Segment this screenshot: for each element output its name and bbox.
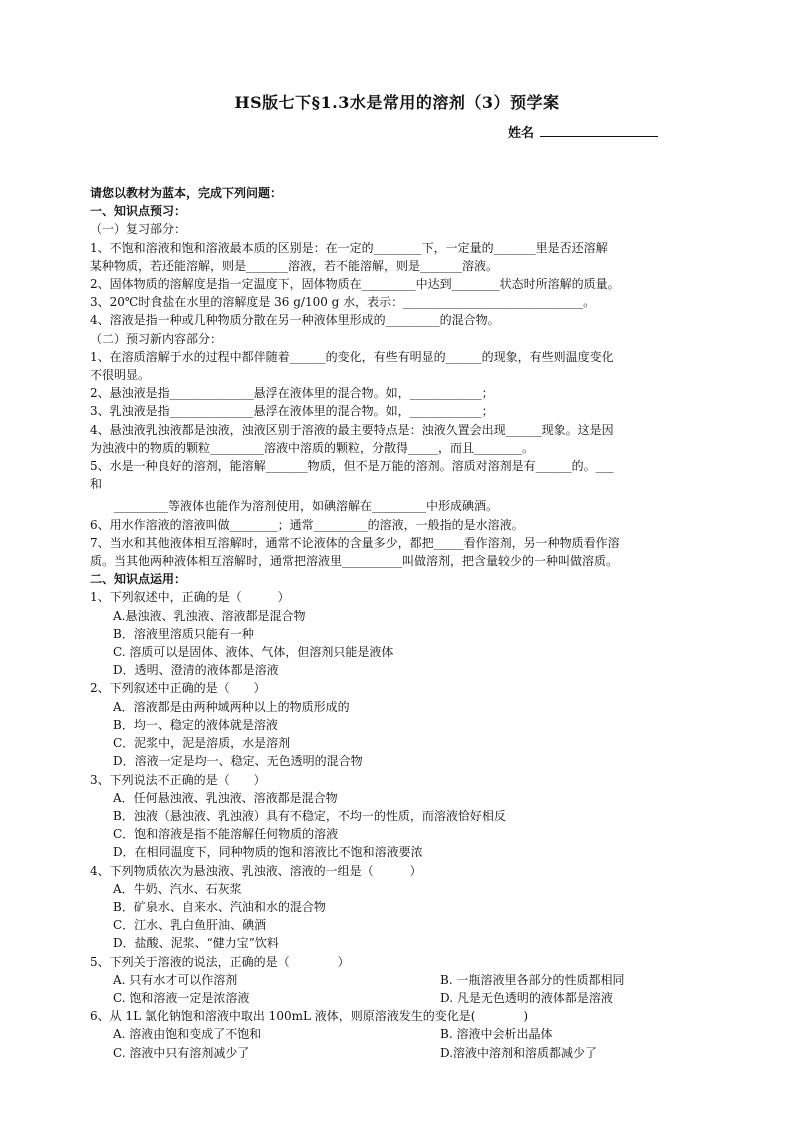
name-label: 姓名 [508, 126, 535, 141]
new-line: 6、用水作溶液的溶液叫做________；通常_________的溶液，一般指的是水溶液。 [90, 517, 524, 532]
question-option: C. 溶质可以是固体、液体、气体，但溶剂只能是液体 [113, 645, 394, 660]
question-option-row [90, 1025, 706, 1043]
question-option: D．溶液一定是均一、稳定、无色透明的混合物 [113, 754, 363, 769]
intro-text: 请您以教材为蓝本，完成下列问题： [90, 186, 283, 200]
question-option: B．均一、稳定的液体就是溶液 [113, 717, 278, 732]
question-option: D.溶液中溶剂和溶质都减少了 [440, 1045, 598, 1060]
question-option: B. 溶液中会析出晶体 [440, 1027, 553, 1042]
name-field [508, 122, 658, 141]
page-title: HS版七下§1.3水是常用的溶剂（3）预学案 [234, 93, 560, 112]
question-option: C．饱和溶液是指不能溶解任何物质的溶液 [113, 827, 339, 842]
worksheet-content [90, 184, 706, 1062]
review-line: 3、20℃时食盐在水里的溶解度是 36 g/100 g 水，表示：______________________________。 [90, 295, 596, 310]
new-line: 和 [90, 477, 103, 492]
new-line: _________等液体也能作为溶剂使用，如碘溶解在_________中形成碘酒。 [90, 499, 499, 514]
question-option: C．泥浆中，泥是溶质，水是溶剂 [113, 736, 291, 751]
question-option: A．溶液都是由两种域两种以上的物质形成的 [113, 699, 350, 714]
new-line: 1、在溶质溶解于水的过程中都伴随着______的变化，有些有明显的______的现象，有些则温度变化 [90, 349, 614, 364]
new-line: 2、悬浊液是指______________悬浮在液体里的混合物。如，____________； [90, 386, 494, 401]
question-option-row [90, 989, 706, 1007]
question-stem: 6、从 1L 氯化钠饱和溶液中取出 100mL 液体，则原溶液发生的变化是( ) [90, 1009, 529, 1024]
new-line: 质。当其他两种液体相互溶解时，通常把溶液里__________叫做溶剂，把含量较少的一种叫做溶质。 [90, 554, 619, 569]
question-option: D．盐酸、泥浆、“健力宝”饮料 [113, 936, 279, 951]
question-option: B．浊液（悬浊液、乳浊液）具有不稳定，不均一的性质，而溶液恰好相反 [113, 808, 506, 823]
review-line: 1、不饱和溶液和饱和溶液最本质的区别是：在一定的________下，一定量的_______里是否还溶解 [90, 240, 608, 255]
new-line: 为浊液中的物质的颗粒_________溶液中溶质的颗粒，分散得_____，而且________。 [90, 440, 535, 455]
new-line: 3、乳浊液是指______________悬浮在液体里的混合物。如，____________； [90, 404, 494, 419]
question-option: A．牛奶、汽水、石灰浆 [113, 881, 242, 896]
question-option: A．任何悬浊液、乳浊液、溶液都是混合物 [113, 790, 338, 805]
question-option-row [90, 971, 706, 989]
review-line: 4、溶液是指一种或几种物质分散在另一种液体里形成的_________的混合物。 [90, 313, 500, 328]
question-stem: 1、下列叙述中，正确的是（ ） [90, 590, 290, 605]
new-heading: （二）预习新内容部分： [90, 331, 223, 346]
section1-heading: 一、知识点预习： [90, 204, 187, 219]
review-heading: （一）复习部分： [90, 222, 187, 237]
question-option: D. 凡是无色透明的液体都是溶液 [440, 990, 613, 1005]
question-option: C．江水、乳白鱼肝油、碘酒 [113, 918, 267, 933]
review-line: 2、固体物质的溶解度是指一定温度下，固体物质在_________中达到________状态时所溶解的质量。 [90, 277, 620, 292]
review-line: 某种物质，若还能溶解，则是_______溶液，若不能溶解，则是_______溶液。 [90, 258, 499, 273]
question-stem: 2、下列叙述中正确的是（ ） [90, 681, 266, 696]
question-stem: 3、下列说法不正确的是（ ） [90, 772, 266, 787]
name-blank-line[interactable] [540, 124, 658, 137]
question-stem: 5、下列关于溶液的说法，正确的是（ ） [90, 954, 350, 969]
section2-heading: 二、知识点运用： [90, 572, 187, 587]
new-line: 5、水是一种良好的溶剂，能溶解_______物质，但不是万能的溶剂。溶质对溶剂是有______的。___ [90, 459, 614, 474]
question-option: C. 溶液中只有溶剂减少了 [113, 1045, 250, 1060]
question-option: B．矿泉水、自来水、汽油和水的混合物 [113, 899, 326, 914]
question-option-row [90, 1044, 706, 1062]
new-line: 7、当水和其他液体相互溶解时，通常不论液体的含量多少，都把_____看作溶剂，另一种物质看作溶 [90, 535, 620, 550]
question-option: B．溶液里溶质只能有一种 [113, 626, 254, 641]
question-option: D．透明、澄清的液体都是溶液 [113, 663, 279, 678]
question-option: A. 溶液由饱和变成了不饱和 [113, 1027, 262, 1042]
question-option: A.悬浊液、乳浊液、溶液都是混合物 [113, 608, 306, 623]
question-option: C. 饱和溶液一定是浓溶液 [113, 990, 250, 1005]
question-option: B. 一瓶溶液里各部分的性质都相同 [440, 972, 625, 987]
question-option: D．在相同温度下，同种物质的饱和溶液比不饱和溶液要浓 [113, 845, 423, 860]
question-option: A. 只有水才可以作溶剂 [113, 972, 238, 987]
question-stem: 4、下列物质依次为悬浊液、乳浊液、溶液的一组是（ ） [90, 863, 422, 878]
new-line: 不很明显。 [90, 368, 151, 383]
new-line: 4、悬浊液乳浊液都是浊液，浊液区别于溶液的最主要特点是：浊液久置会出现______现象。这是因 [90, 422, 614, 437]
